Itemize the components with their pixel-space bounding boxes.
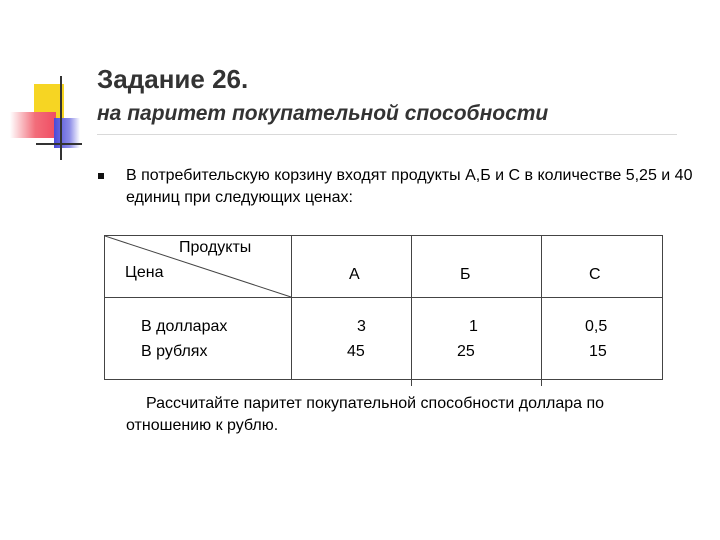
task-paragraph: Рассчитайте паритет покупательной способности доллара по отношению к рублю.	[126, 395, 605, 434]
table-cell: 3	[357, 318, 366, 335]
row-label-rubles: В рублях	[141, 343, 208, 360]
corner-label-price: Цена	[125, 264, 164, 281]
header-row-divider	[105, 297, 662, 298]
column-divider	[411, 236, 412, 386]
column-divider	[541, 236, 542, 386]
table-cell: 25	[457, 343, 475, 360]
logo-red-bar	[10, 112, 56, 138]
logo-vertical-line	[60, 76, 62, 160]
column-header-a: А	[349, 266, 360, 283]
table-cell: 0,5	[585, 318, 608, 335]
slide-subtitle: на паритет покупательной способности	[97, 102, 549, 125]
logo-horizontal-line	[36, 143, 82, 145]
slide-title: Задание 26.	[97, 64, 249, 94]
column-divider	[291, 236, 292, 379]
intro-paragraph: В потребительскую корзину входят продукты А,Б и С в количестве 5,25 и 40 единиц при следующих ценах:	[126, 167, 693, 206]
price-table	[104, 235, 663, 380]
title-divider	[97, 134, 677, 135]
row-label-dollars: В долларах	[141, 318, 228, 335]
column-header-c: С	[589, 266, 601, 283]
corner-label-products: Продукты	[179, 239, 252, 256]
column-header-b: Б	[460, 266, 471, 283]
table-cell: 1	[469, 318, 478, 335]
table-cell: 15	[589, 343, 607, 360]
decorative-logo	[0, 0, 100, 170]
table-cell: 45	[347, 343, 365, 360]
bullet-square-icon	[98, 173, 104, 179]
